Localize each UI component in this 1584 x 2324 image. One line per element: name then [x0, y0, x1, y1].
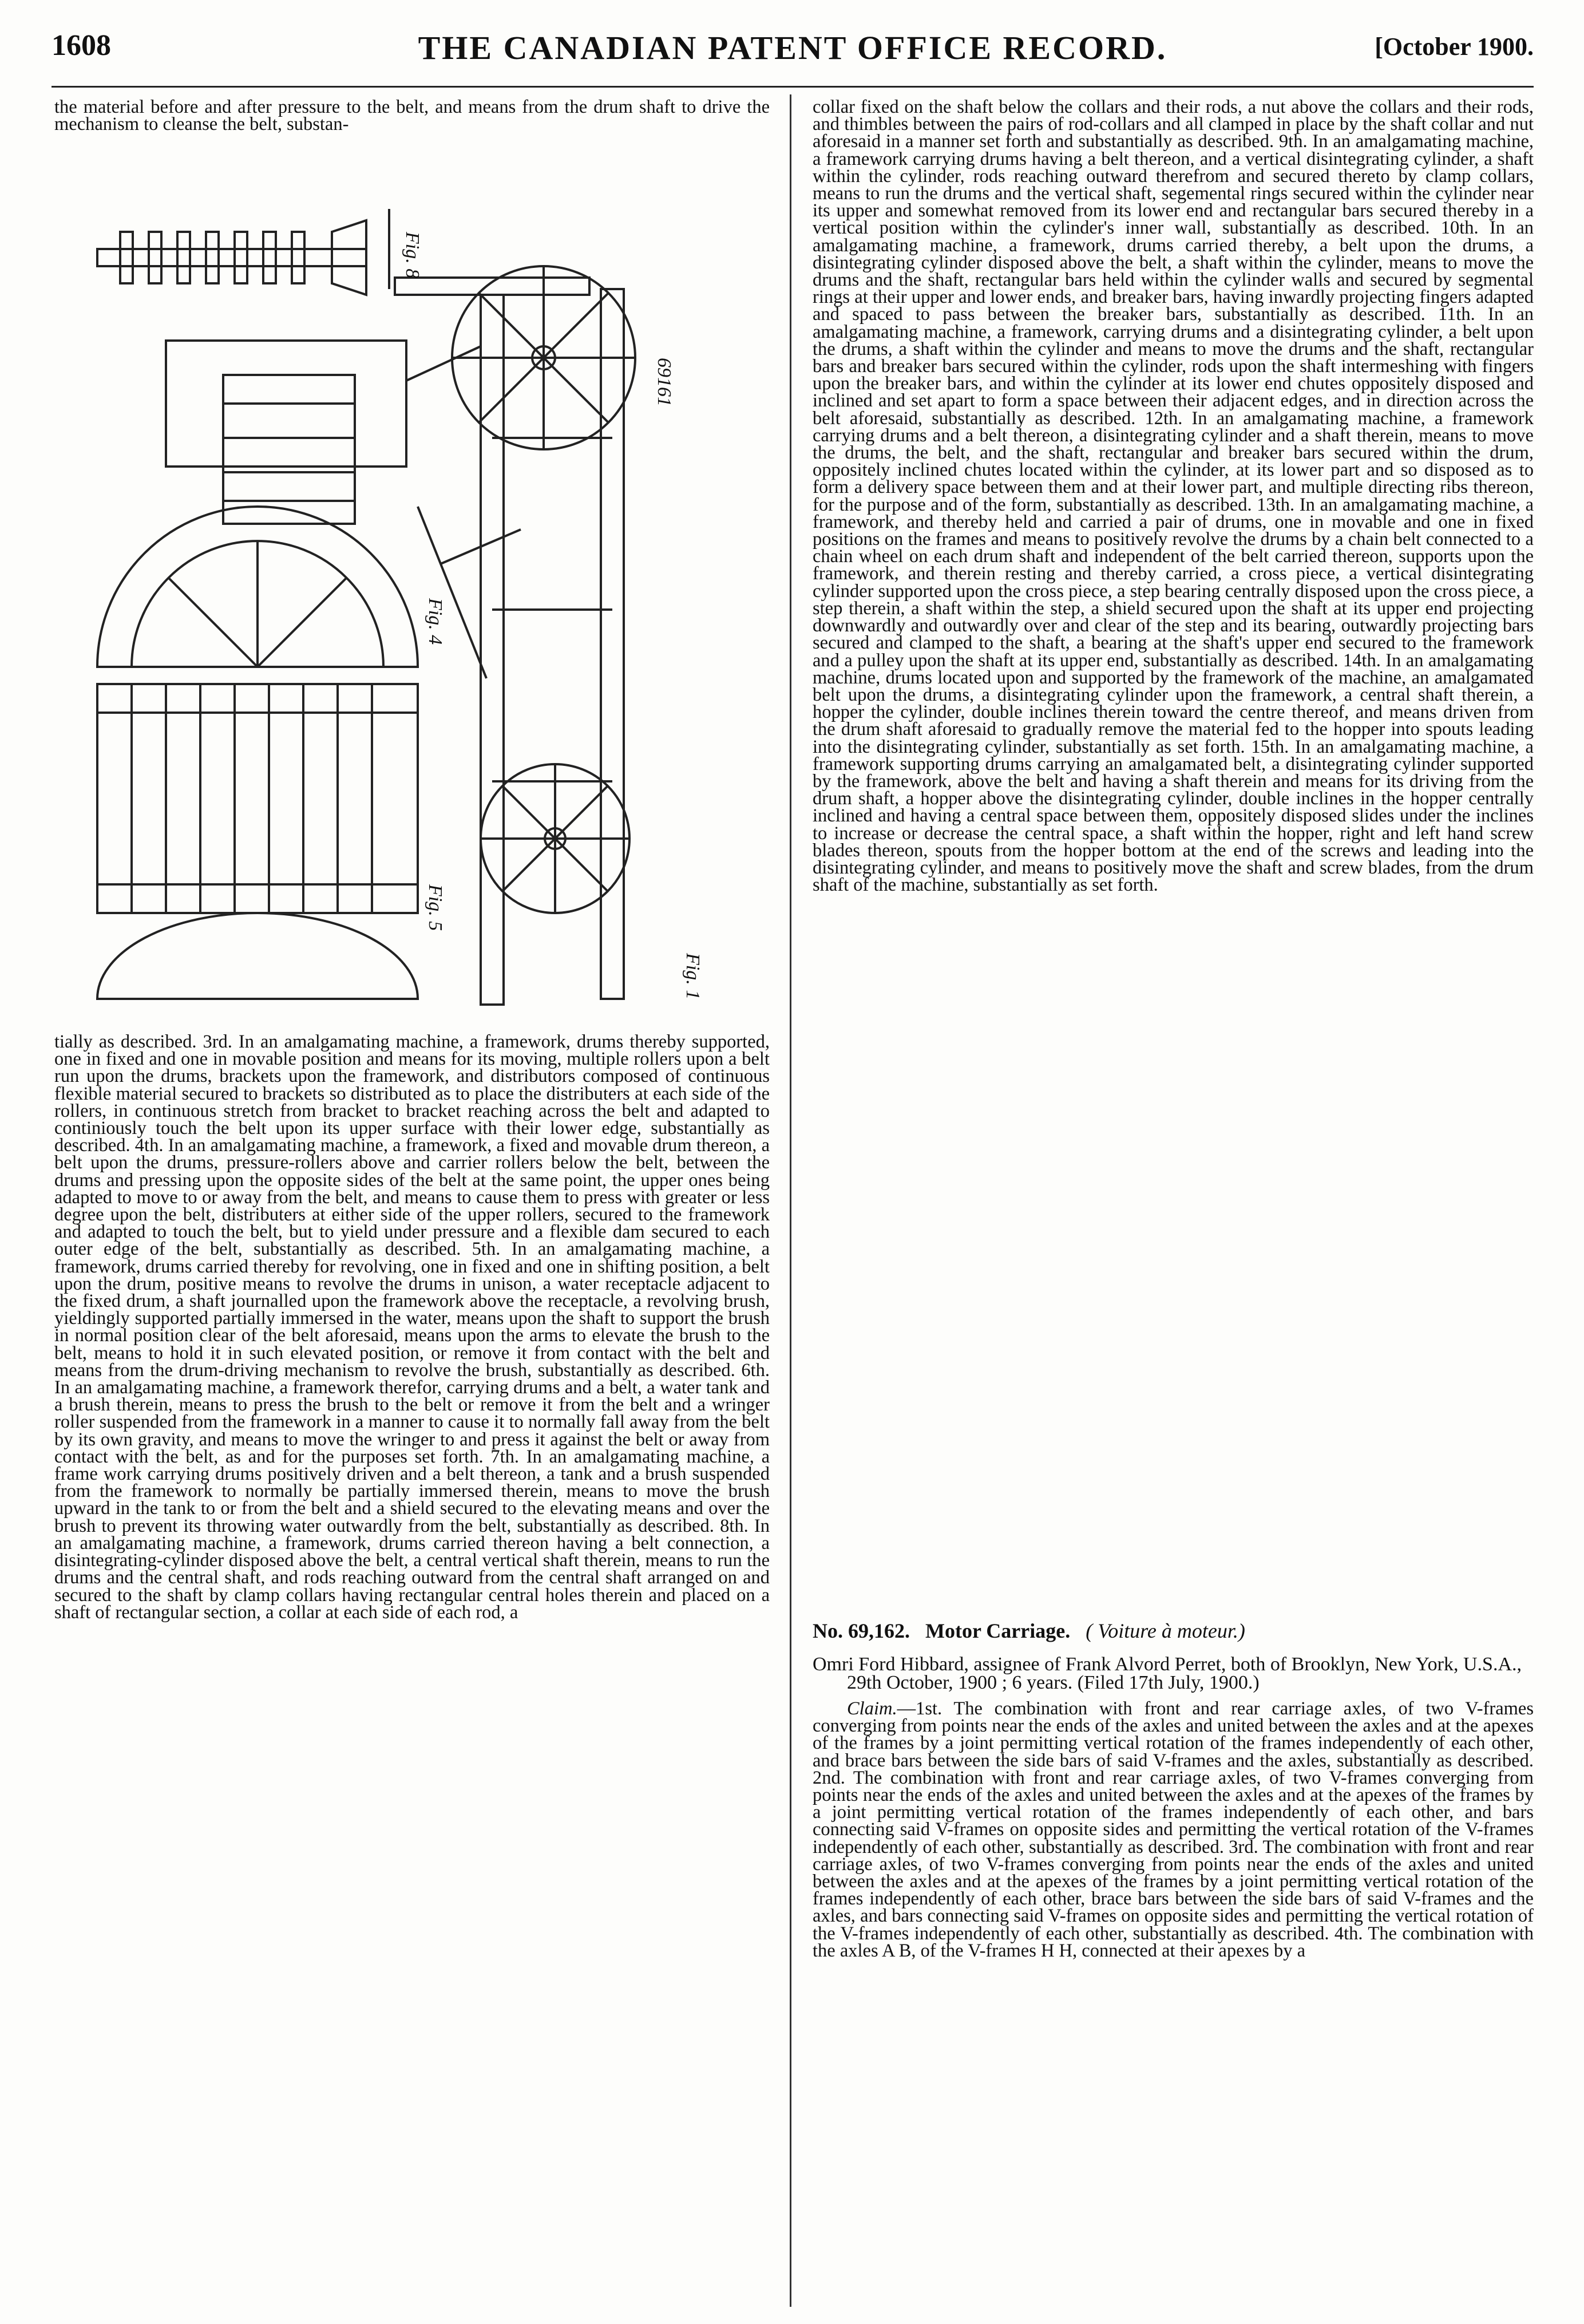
page-number: 1608	[52, 29, 111, 62]
header-rule	[52, 86, 1534, 88]
claim-text: —1st. The combination with front and rear carriage axles, of two V-frames converging from points near the ends of the axles and united between the axles and at the apexes of the frames by a joint permitting vertical rotation of the frames independently of each other, and brace bars between the side bars of said V-frames and the axles, substantially as described. 2nd. The combination with front and rear carriage axles, of two V-frames converging from points near the ends of the axles and united between the axles and at the apexes of the frames by a joint permitting vertical rotation of the frames independently of each other, and bars connecting said V-frames on opposite sides and permitting the vertical rotation of the V-frames independently of each other, substantially as described. 3rd. The combination with front and rear carriage axles, of two V-frames converging from points near the ends of the axles and united between the axles and at the apexes of the frames by a joint permitting vertical rotation of the frames independently of each other, brace bars between the side bars of said V-frames and the axles, and bars connecting said V-frames on opposite sides and permitting the vertical rotation of the V-frames independently of each other, substantially as described. 4th. The combination with the axles A B, of the V-frames H H, connected at their apexes by a	[813, 1698, 1534, 1961]
patent-drawing	[86, 209, 753, 1030]
patent-title: Motor Carriage.	[925, 1619, 1071, 1642]
amalgamating-machine-drawing	[86, 209, 753, 1030]
fig-8-shaft-drawing	[97, 209, 389, 295]
patent-claim	[813, 1700, 1534, 1959]
column-divider	[790, 94, 791, 2307]
fig-1-machine-drawing	[166, 266, 635, 1005]
left-column-top-text: the material before and after pressure to the belt, and means from the drum shaft to drive the mechanism to cleanse the belt, substan-	[54, 97, 770, 135]
fig-1-label: Fig. 1	[682, 953, 703, 1000]
fig-4-half-circle-drawing	[97, 507, 418, 667]
patent-title-translation: ( Voiture à moteur.)	[1086, 1619, 1245, 1642]
patent-entry	[813, 1619, 1534, 1959]
patent-number-label: 69161	[654, 358, 675, 406]
fig-5-grid-drawing	[97, 684, 418, 999]
patent-number: No. 69,162.	[813, 1619, 910, 1642]
left-column-bottom-text: tially as described. 3rd. In an amalgamating machine, a framework, drums thereby supported, one in fixed and one in movable position and means for its moving, multiple rollers upon a belt run upon the drums, brackets upon the framework, and distributors composed of continuous flexible material secured to brackets so distributed as to place the distributers at each side of the rollers, in continuous stretch from bracket to bracket reaching across the belt and adapted to continiously touch the belt upon its upper surface with their lower edge, substantially as described. 4th. In an amalgamating machine, a framework, a fixed and movable drum thereon, a belt upon the drums, pressure-rollers above and carrier rollers below the belt, between the drums and pressing upon the opposite sides of the belt at the same point, the upper ones being adapted to move to or away from the belt, and means to cause them to press with greater or less degree upon the belt, distributers at either side of the upper rollers, secured to the framework and adapted to touch the belt, but to yield under pressure and a flexible dam secured to each outer edge of the belt, substantially as described. 5th. In an amalgamating machine, a framework, drums carried thereby for revolving, one in fixed and one in shifting position, a belt upon the drum, positive means to revolve the drums in unison, a water receptacle adjacent to the fixed drum, a shaft journalled upon the framework above the receptacle, a revolving brush, yieldingly supported partially immersed in the water, means upon the shaft to support the brush in normal position clear of the belt aforesaid, means upon the arms to elevate the brush to the belt, means to hold it in such elevated position, or remove it from contact with the belt and means from the drum-driving mechanism to revolve the brush, substantially as described. 6th. In an amalgamating machine, a framework therefor, carrying drums and a belt, a water tank and a brush therein, means to press the brush to the belt or remove it from the belt and a wringer roller suspended from the framework in a manner to cause it to normally fall away from the belt by its own gravity, and means to move the wringer to and press it against the belt or away from contact with the belt, as and for the purposes set forth. 7th. In an amalgamating machine, a frame work carrying drums positively driven and a belt thereon, a tank and a brush suspended from the framework to normally be partially immersed therein, means to move the brush upward in the tank to or from the belt and a shield secured to the elevating means and over the brush to prevent its throwing water outwardly from the belt, substantially as described. 8th. In an amalgamating machine, a framework, drums carried thereon having a belt connection, a disintegrating-cylinder disposed above the belt, a central vertical shaft therein, means to run the drums and the central shaft, and rods reaching outward from the central shaft arranged on and secured to the shaft by clamp collars having rectangular central holes therein and placed on a shaft of rectangular section, a collar at each side of each rod, a	[54, 1031, 770, 1623]
right-column-text: collar fixed on the shaft below the collars and their rods, a nut above the collars and their rods, and thimbles between the pairs of rod-collars and all clamped in place by the shaft collar and nut aforesaid in a manner set forth and substantially as described. 9th. In an amalgamating machine, a framework carrying drums having a belt thereon, and a vertical disintegrating cylinder, a shaft within the cylinder, rods reaching outward therefrom and secured thereto by clamp collars, means to run the drums and the vertical shaft, segemental rings secured within the cylinder near its upper and somewhat removed from its lower end and rectangular bars secured thereby in a vertical position within the cylinder's inner wall, substantially as described. 10th. In an amalgamating machine, a framework, drums carried thereby, a belt upon the drums, a disintegrating cylinder disposed above the belt, a shaft within the cylinder, means to move the drums and the shaft, rectangular bars held within the cylinder walls and secured by segmental rings at their upper and lower ends, and breaker bars, having inwardly projecting fingers adapted and spaced to pass between the breaker bars, substantially as described. 11th. In an amalgamating machine, a framework, carrying drums and a disintegrating cylinder, a belt upon the drums, a shaft within the cylinder and means to move the drums and the shaft, rectangular bars and breaker bars secured within the cylinder, rods upon the shaft intermeshing with fingers upon the breaker bars, and within the cylinder at its lower end chutes oppositely disposed and inclined and set apart to form a space between their adjacent edges, and in direction across the belt aforesaid, substantially as described. 12th. In an amalgamating machine, a framework carrying drums and a belt thereon, a disintegrating cylinder and a shaft therein, means to move the drums, the belt, and the shaft, rectangular and breaker bars secured within the drum, oppositely inclined chutes located within the cylinder, at its lower part and so disposed as to form a delivery space between them and at their lower part, and multiple directing ribs thereon, for the purpose and of the form, substantially as described. 13th. In an amalgamating machine, a framework, and thereby held and carried a pair of drums, one in movable and one in fixed positions on the frames and means to positively revolve the drums by a chain belt connected to a chain wheel on each drum shaft and independent of the belt carried thereon, supports upon the framework, and therein resting and thereby carried, a cross piece, a vertical disintegrating cylinder supported upon the cross piece, a step bearing centrally disposed upon the cross piece, a step therein, a shaft within the step, a shield secured upon the shaft at its upper end projecting downwardly and outwardly over and clear of the step and its bearing, outwardly projecting bars secured and clamped to the shaft, a bearing at the shaft's upper end secured to the framework and a pulley upon the shaft at its upper end, substantially as described. 14th. In an amalgamating machine, drums located upon and supported by the framework of the machine, an amalgamated belt upon the drums, a disintegrating cylinder upon the framework, a central shaft therein, a hopper the cylinder, double inclines therein toward the centre thereof, and means driven from the drum shaft aforesaid to gradually remove the material fed to the hopper into spouts leading into the disintegrating cylinder, substantially as set forth. 15th. In an amalgamating machine, a framework supporting drums carrying an amalgamated belt, a disintegrating cylinder supported by the framework, above the belt and having a shaft therein and means for its driving from the drum shaft, a hopper above the disintegrating cylinder, double inclines in the hopper centrally inclined and having a central space between them, oppositely disposed slides under the inclines to increase or decrease the central space, a shaft within the hopper, right and left hand screw blades thereon, spouts from the hopper bottom at the end of the screws and leading into the disintegrating cylinder, and means to positively move the shaft and screw blades, from the drum shaft of the machine, substantially as set forth.	[813, 97, 1534, 896]
fig-4-label: Fig. 4	[425, 598, 446, 645]
patent-heading	[813, 1619, 1534, 1643]
patent-parties: Omri Ford Hibbard, assignee of Frank Alvord Perret, both of Brooklyn, New York, U.S.A., 29th October, 1900 ; 6 years. (Filed 17th July, 1900.)	[813, 1654, 1522, 1693]
issue-date: [October 1900.	[1375, 33, 1534, 61]
fig-5-label: Fig. 5	[425, 884, 446, 931]
claim-label: Claim.	[847, 1698, 897, 1719]
page-header	[52, 29, 1534, 80]
fig-8-label: Fig. 8	[402, 232, 423, 279]
journal-title: THE CANADIAN PATENT OFFICE RECORD.	[418, 29, 1167, 66]
